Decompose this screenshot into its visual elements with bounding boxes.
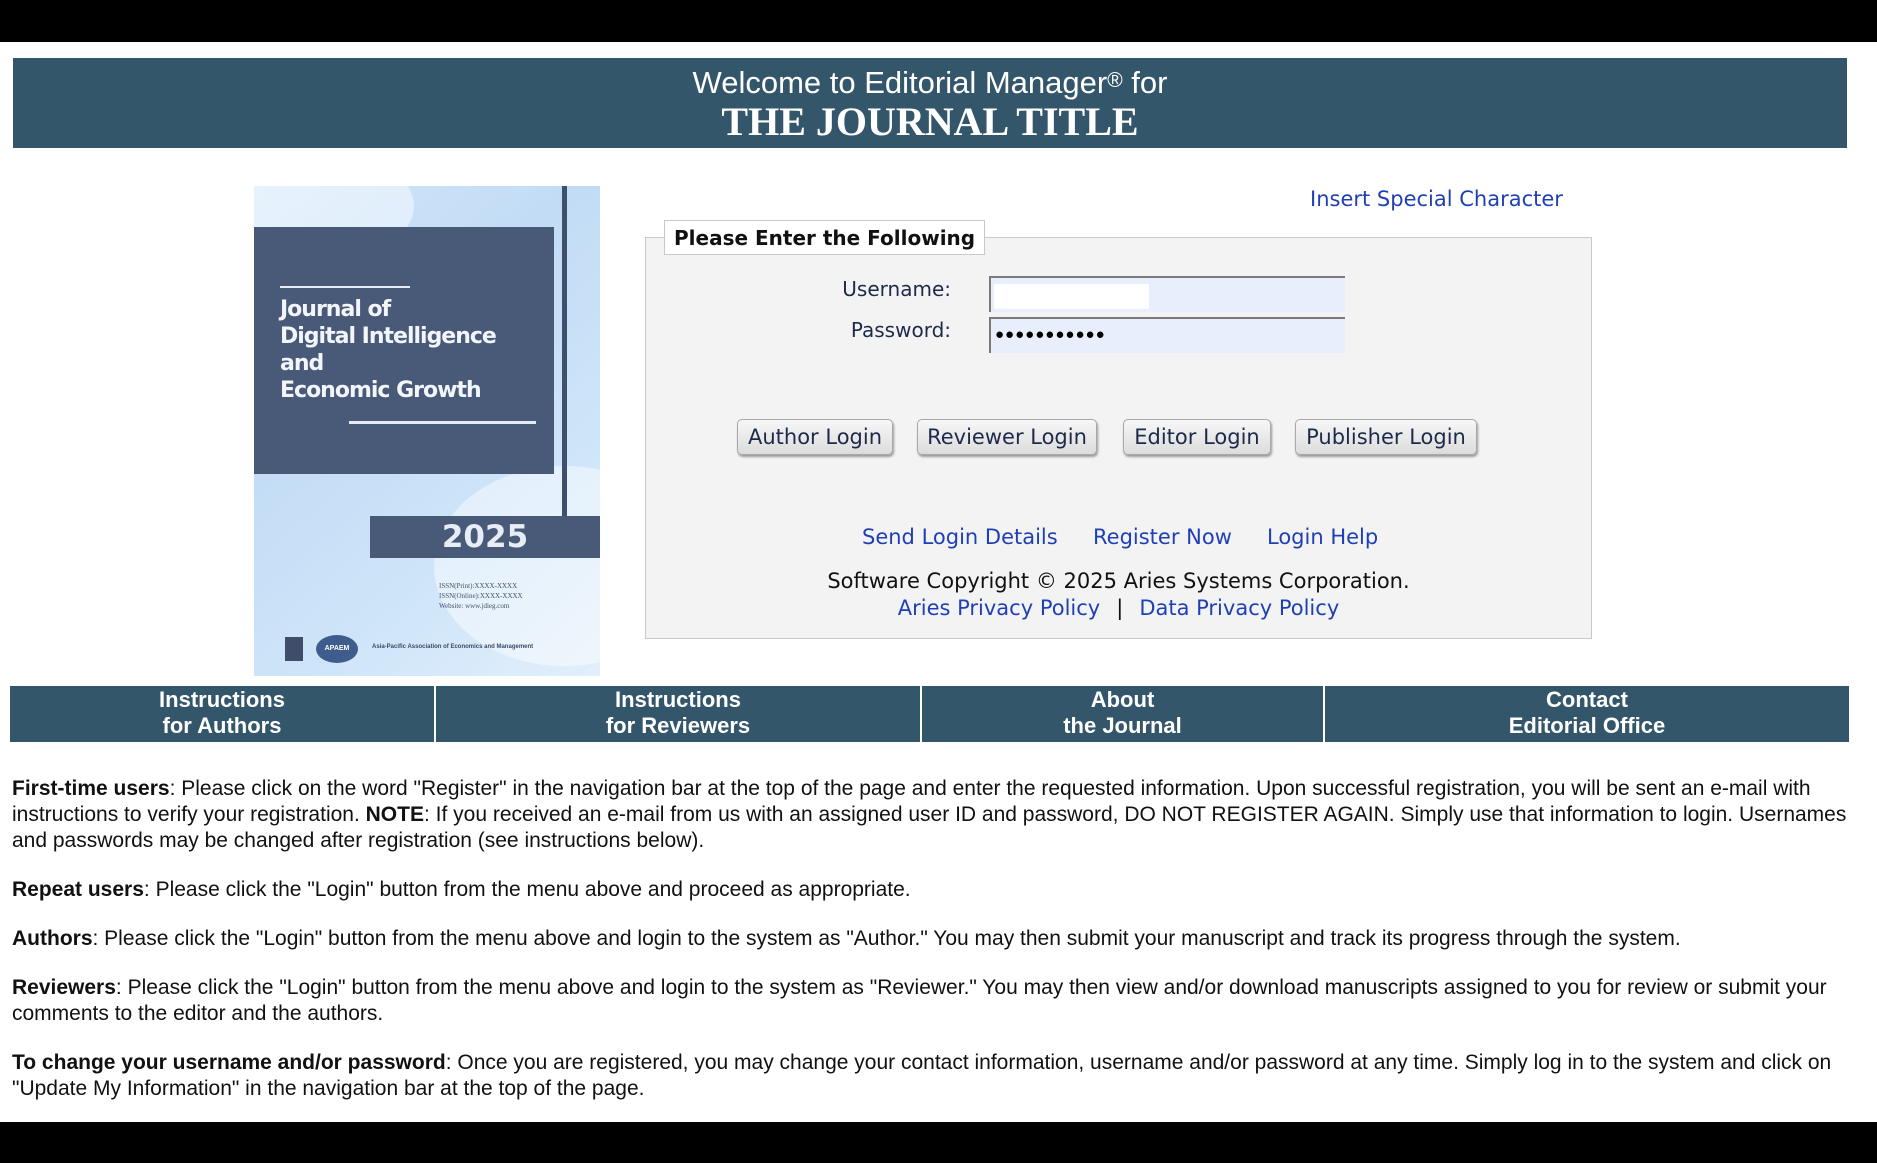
- aries-privacy-policy-link[interactable]: Aries Privacy Policy: [897, 596, 1101, 620]
- welcome-text: Welcome to Editorial Manager® for: [692, 65, 1168, 100]
- reviewers-paragraph: Reviewers: Please click the "Login" button from the menu above and login to the system as "Reviewer." You may then view and/or download manuscripts assigned to you for review or submit your comments to the editor and the authors.: [12, 976, 1827, 1025]
- password-field[interactable]: ●●●●●●●●●●●: [989, 317, 1345, 353]
- password-label: Password:: [850, 318, 951, 342]
- authors-paragraph: Authors: Please click the "Login" button from the menu above and login to the system as "Author." You may then submit your manuscript and track its progress through the system.: [12, 927, 1681, 950]
- author-login-button[interactable]: Author Login: [737, 419, 893, 455]
- change-credentials-paragraph: To change your username and/or password: Once you are registered, you may change your contact information, username and/or password at any time. Simply log in to the system and click on "Update My Information" in the navigation bar at the top of the page.: [12, 1051, 1832, 1100]
- nav-instructions-for-authors[interactable]: Instructions for Authors: [10, 686, 436, 742]
- association-logo: APAEM: [316, 635, 358, 663]
- cover-issn: ISSN(Print):XXXX-XXXX ISSN(Online):XXXX-XXXX Website: www.jdieg.com: [439, 582, 523, 610]
- first-time-users-paragraph: First-time users: Please click on the word "Register" in the navigation bar at the top of the page and enter the requested information. Upon successful registration, you will be sent an e-mail with instructions to verify your registration. NOTE: If you received an e-mail from us with an assigned user ID and password, DO NOT REGISTER AGAIN. Simply use that information to login. Usernames and passwords may be changed after registration (see instructions below).: [12, 777, 1847, 852]
- nav-about-the-journal[interactable]: About the Journal: [922, 686, 1325, 742]
- privacy-links: [646, 596, 1591, 620]
- login-legend: Please Enter the Following: [664, 220, 985, 255]
- association-name: Asia-Pacific Association of Economics and Management: [372, 644, 534, 650]
- info-section: [12, 776, 1862, 1125]
- page: [0, 42, 1877, 1122]
- register-now-link[interactable]: Register Now: [1093, 525, 1232, 549]
- journal-cover-image: [254, 186, 600, 676]
- reviewer-login-button[interactable]: Reviewer Login: [917, 419, 1097, 455]
- editor-login-button[interactable]: Editor Login: [1123, 419, 1271, 455]
- header-banner: [13, 58, 1847, 148]
- send-login-details-link[interactable]: Send Login Details: [862, 525, 1058, 549]
- login-help-link[interactable]: Login Help: [1267, 525, 1379, 549]
- software-copyright: Software Copyright © 2025 Aries Systems Corporation.: [827, 569, 1410, 593]
- cover-year: 2025: [370, 516, 600, 558]
- publisher-login-button[interactable]: Publisher Login: [1295, 419, 1477, 455]
- nav-bar: [10, 686, 1849, 742]
- cover-title: Journal of Digital Intelligence and Economic Growth: [280, 297, 496, 403]
- username-label: Username:: [842, 277, 951, 301]
- login-panel: [645, 226, 1592, 639]
- journal-title: THE JOURNAL TITLE: [721, 99, 1139, 144]
- nav-instructions-for-reviewers[interactable]: Instructions for Reviewers: [436, 686, 922, 742]
- data-privacy-policy-link[interactable]: Data Privacy Policy: [1139, 596, 1340, 620]
- policy-separator: |: [1116, 596, 1124, 620]
- insert-special-character-link[interactable]: Insert Special Character: [1310, 187, 1563, 211]
- nav-contact-editorial-office[interactable]: Contact Editorial Office: [1325, 686, 1849, 742]
- repeat-users-paragraph: Repeat users: Please click the "Login" button from the menu above and proceed as appropriate.: [12, 878, 911, 901]
- registered-mark: ®: [1107, 69, 1123, 92]
